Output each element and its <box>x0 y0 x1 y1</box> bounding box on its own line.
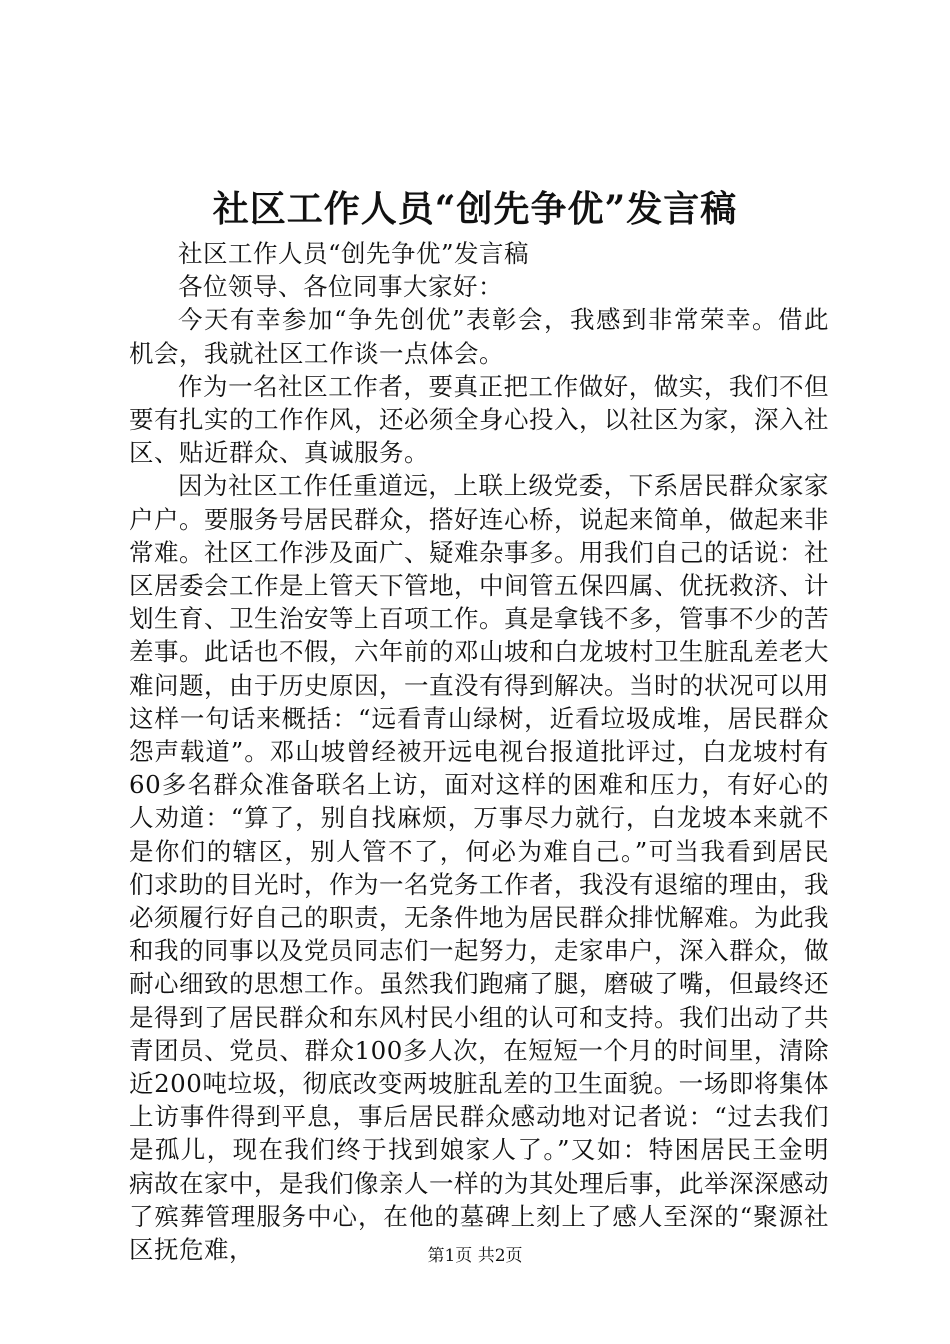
document-body <box>129 237 829 1266</box>
document-title: 社区工作人员“创先争优”发言稿 <box>212 188 738 230</box>
paragraph: 因为社区工作任重道远，上联上级党委，下系居民群众家家户户。要服务号居民群众，搭好连心桥，说起来简单，做起来非常难。社区工作涉及面广、疑难杂事多。用我们自己的话说：社区居委会工作是上管天下管地，中间管五保四属、优抚救济、计划生育、卫生治安等上百项工作。真是拿钱不多，管事不少的苦差事。此话也不假，六年前的邓山坡和白龙坡村卫生脏乱差老大难问题，由于历史原因，一直没有得到解决。当时的状况可以用这样一句话来概括：“远看青山绿树，近看垃圾成堆，居民群众怨声载道”。邓山坡曾经被开远电视台报道批评过，白龙坡村有60多名群众准备联名上访，面对这样的困难和压力，有好心的人劝道：“算了，别自找麻烦，万事尽力就行，白龙坡本来就不是你们的辖区，别人管不了，何必为难自己。”可当我看到居民们求助的目光时，作为一名党务工作者，我没有退缩的理由，我必须履行好自己的职责，无条件地为居民群众排忧解难。为此我和我的同事以及党员同志们一起努力，走家串户，深入群众，做耐心细致的思想工作。虽然我们跑痛了腿，磨破了嘴，但最终还是得到了居民群众和东风村民小组的认可和支持。我们出动了共青团员、党员、群众100多人次，在短短一个月的时间里，清除近200吨垃圾，彻底改变两坡脏乱差的卫生面貌。一场即将集体上访事件得到平息，事后居民群众感动地对记者说：“过去我们是孤儿，现在我们终于找到娘家人了。”又如：特困居民王金明病故在家中，是我们像亲人一样的为其处理后事，此举深深感动了殡葬管理服务中心，在他的墓碑上刻上了感人至深的“聚源社区抚危难， <box>129 471 829 1265</box>
paragraph: 社区工作人员“创先争优”发言稿 <box>178 239 530 268</box>
paragraph: 作为一名社区工作者，要真正把工作做好，做实，我们不但要有扎实的工作作风，还必须全身心投入，以社区为家，深入社区、贴近群众、真诚服务。 <box>129 371 829 468</box>
page-footer: 第1页 共2页 <box>427 1246 523 1266</box>
paragraph: 各位领导、各位同事大家好： <box>178 272 503 302</box>
paragraph: 今天有幸参加“争先创优”表彰会，我感到非常荣幸。借此机会，我就社区工作谈一点体会。 <box>129 305 829 368</box>
